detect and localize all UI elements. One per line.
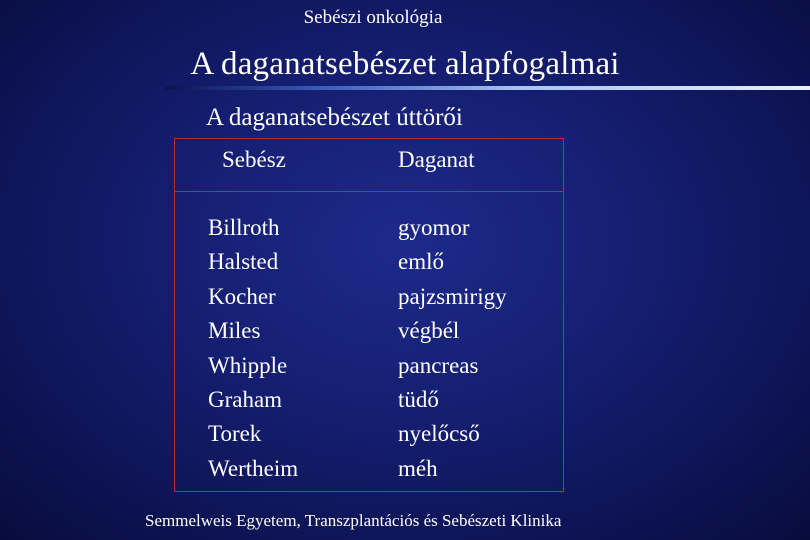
course-title: Sebészi onkológia	[303, 7, 443, 28]
surgeon-name: Graham	[208, 387, 283, 413]
surgeon-name: Torek	[208, 421, 262, 447]
tumor-name: gyomor	[398, 215, 470, 240]
surgeon-name: Wertheim	[208, 455, 299, 481]
column-header-surgeon: Sebész	[222, 147, 286, 172]
title-underline	[166, 86, 810, 90]
surgeon-name: Halsted	[208, 249, 279, 275]
tumor-name: nyelőcső	[398, 421, 480, 447]
tumor-name: pajzsmirigy	[398, 283, 507, 309]
footer-institution: Semmelweis Egyetem, Transzplantációs és Sebészeti Klinika	[145, 511, 562, 530]
slide-title: A daganatsebészet alapfogalmai	[190, 46, 620, 82]
header-divider	[175, 191, 563, 192]
surgeon-name: Kocher	[208, 283, 276, 309]
column-header-tumor: Daganat	[398, 147, 475, 172]
pioneers-table	[174, 138, 564, 492]
tumor-name: méh	[398, 455, 438, 481]
slide-subtitle: A daganatsebészet úttörői	[206, 104, 463, 131]
surgeon-name: Whipple	[208, 352, 288, 378]
tumor-name: végbél	[398, 318, 460, 344]
tumor-name: pancreas	[398, 352, 479, 378]
surgeon-list	[208, 211, 298, 486]
tumor-list	[398, 211, 507, 486]
surgeon-name: Miles	[208, 318, 261, 344]
tumor-name: tüdő	[398, 387, 439, 413]
tumor-name: emlő	[398, 249, 444, 275]
surgeon-name: Billroth	[208, 215, 280, 240]
